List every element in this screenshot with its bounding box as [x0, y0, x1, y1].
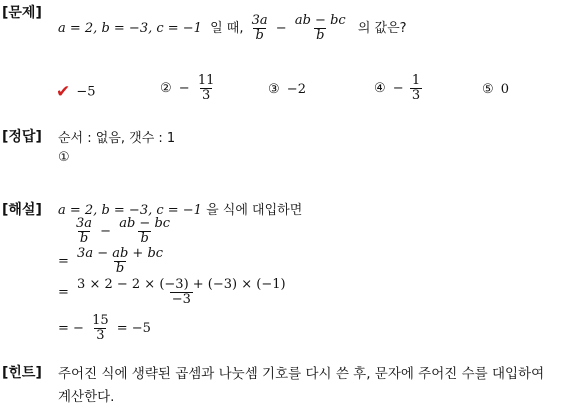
step3-equals: =	[58, 285, 69, 300]
step1-fraction-left: $\frac{3a}{b}$	[76, 216, 93, 246]
solution-tag: [해설]	[2, 202, 42, 218]
step4-prefix: = −	[58, 321, 84, 336]
answer-tag: [정답]	[2, 129, 42, 145]
problem-statement	[58, 14, 407, 43]
choice-2-sign: −	[178, 81, 190, 96]
step1-fraction-right: $\frac{ab - bc}{b}$	[119, 216, 171, 246]
solution-intro-text: 을 식에 대입하면	[206, 203, 303, 218]
choice-2-marker: ②	[160, 81, 172, 96]
choice-4-fraction: $\frac{1}{3}$	[411, 73, 421, 103]
choice-5-marker: ⑤	[482, 82, 494, 97]
choice-4-marker: ④	[374, 81, 386, 96]
choice-4-sign: −	[392, 81, 404, 96]
solution-given-values: a = 2, b = −3, c = −1	[58, 203, 202, 218]
choice-2-fraction: $\frac{11}{3}$	[197, 73, 215, 103]
step4-result: = −5	[116, 321, 151, 336]
problem-connector: 일 때,	[210, 21, 244, 36]
problem-tag: [문제]	[2, 5, 42, 21]
solution-step-1	[72, 217, 174, 246]
solution-step-3	[58, 278, 290, 307]
problem-fraction-left: $\frac{3a}{b}$	[251, 13, 268, 43]
choice-5-value: 0	[500, 82, 510, 97]
problem-minus: −	[275, 21, 287, 36]
problem-suffix: 의 값은?	[357, 21, 407, 36]
problem-fraction-right: $\frac{ab - bc}{b}$	[294, 13, 346, 43]
problem-given-values: a = 2, b = −3, c = −1	[58, 21, 202, 36]
hint-line-1: 주어진 식에 생략된 곱셈과 나눗셈 기호를 다시 쓴 후, 문자에 주어진 수를 대입하여	[58, 366, 545, 382]
check-mark-icon: ✔	[56, 82, 71, 102]
step4-fraction: $\frac{15}{3}$	[92, 313, 109, 343]
choice-5[interactable]	[482, 82, 509, 97]
step1-minus: −	[100, 224, 112, 239]
choice-3-marker: ③	[268, 82, 280, 97]
choice-1[interactable]	[56, 82, 96, 102]
answer-info: 순서 : 없음, 갯수 : 1	[58, 131, 176, 146]
step2-equals: =	[58, 254, 69, 269]
step2-fraction: $\frac{3a - ab + bc}{b}$	[77, 246, 164, 276]
answer-choice: ①	[58, 150, 70, 165]
solution-intro	[58, 199, 302, 218]
choice-1-value: −5	[76, 84, 96, 100]
hint-line-2: 계산한다.	[58, 389, 115, 405]
step3-fraction: $\frac{3 \times 2 - 2 \times (-3) + (-3) \times (-1)}{-3}$	[77, 277, 286, 307]
solution-step-4	[58, 314, 151, 343]
hint-tag: [힌트]	[2, 365, 42, 381]
choice-3[interactable]	[268, 82, 306, 97]
choice-2[interactable]	[160, 74, 218, 103]
solution-step-2	[58, 247, 167, 276]
choice-3-value: −2	[286, 82, 306, 97]
choice-4[interactable]	[374, 74, 424, 103]
